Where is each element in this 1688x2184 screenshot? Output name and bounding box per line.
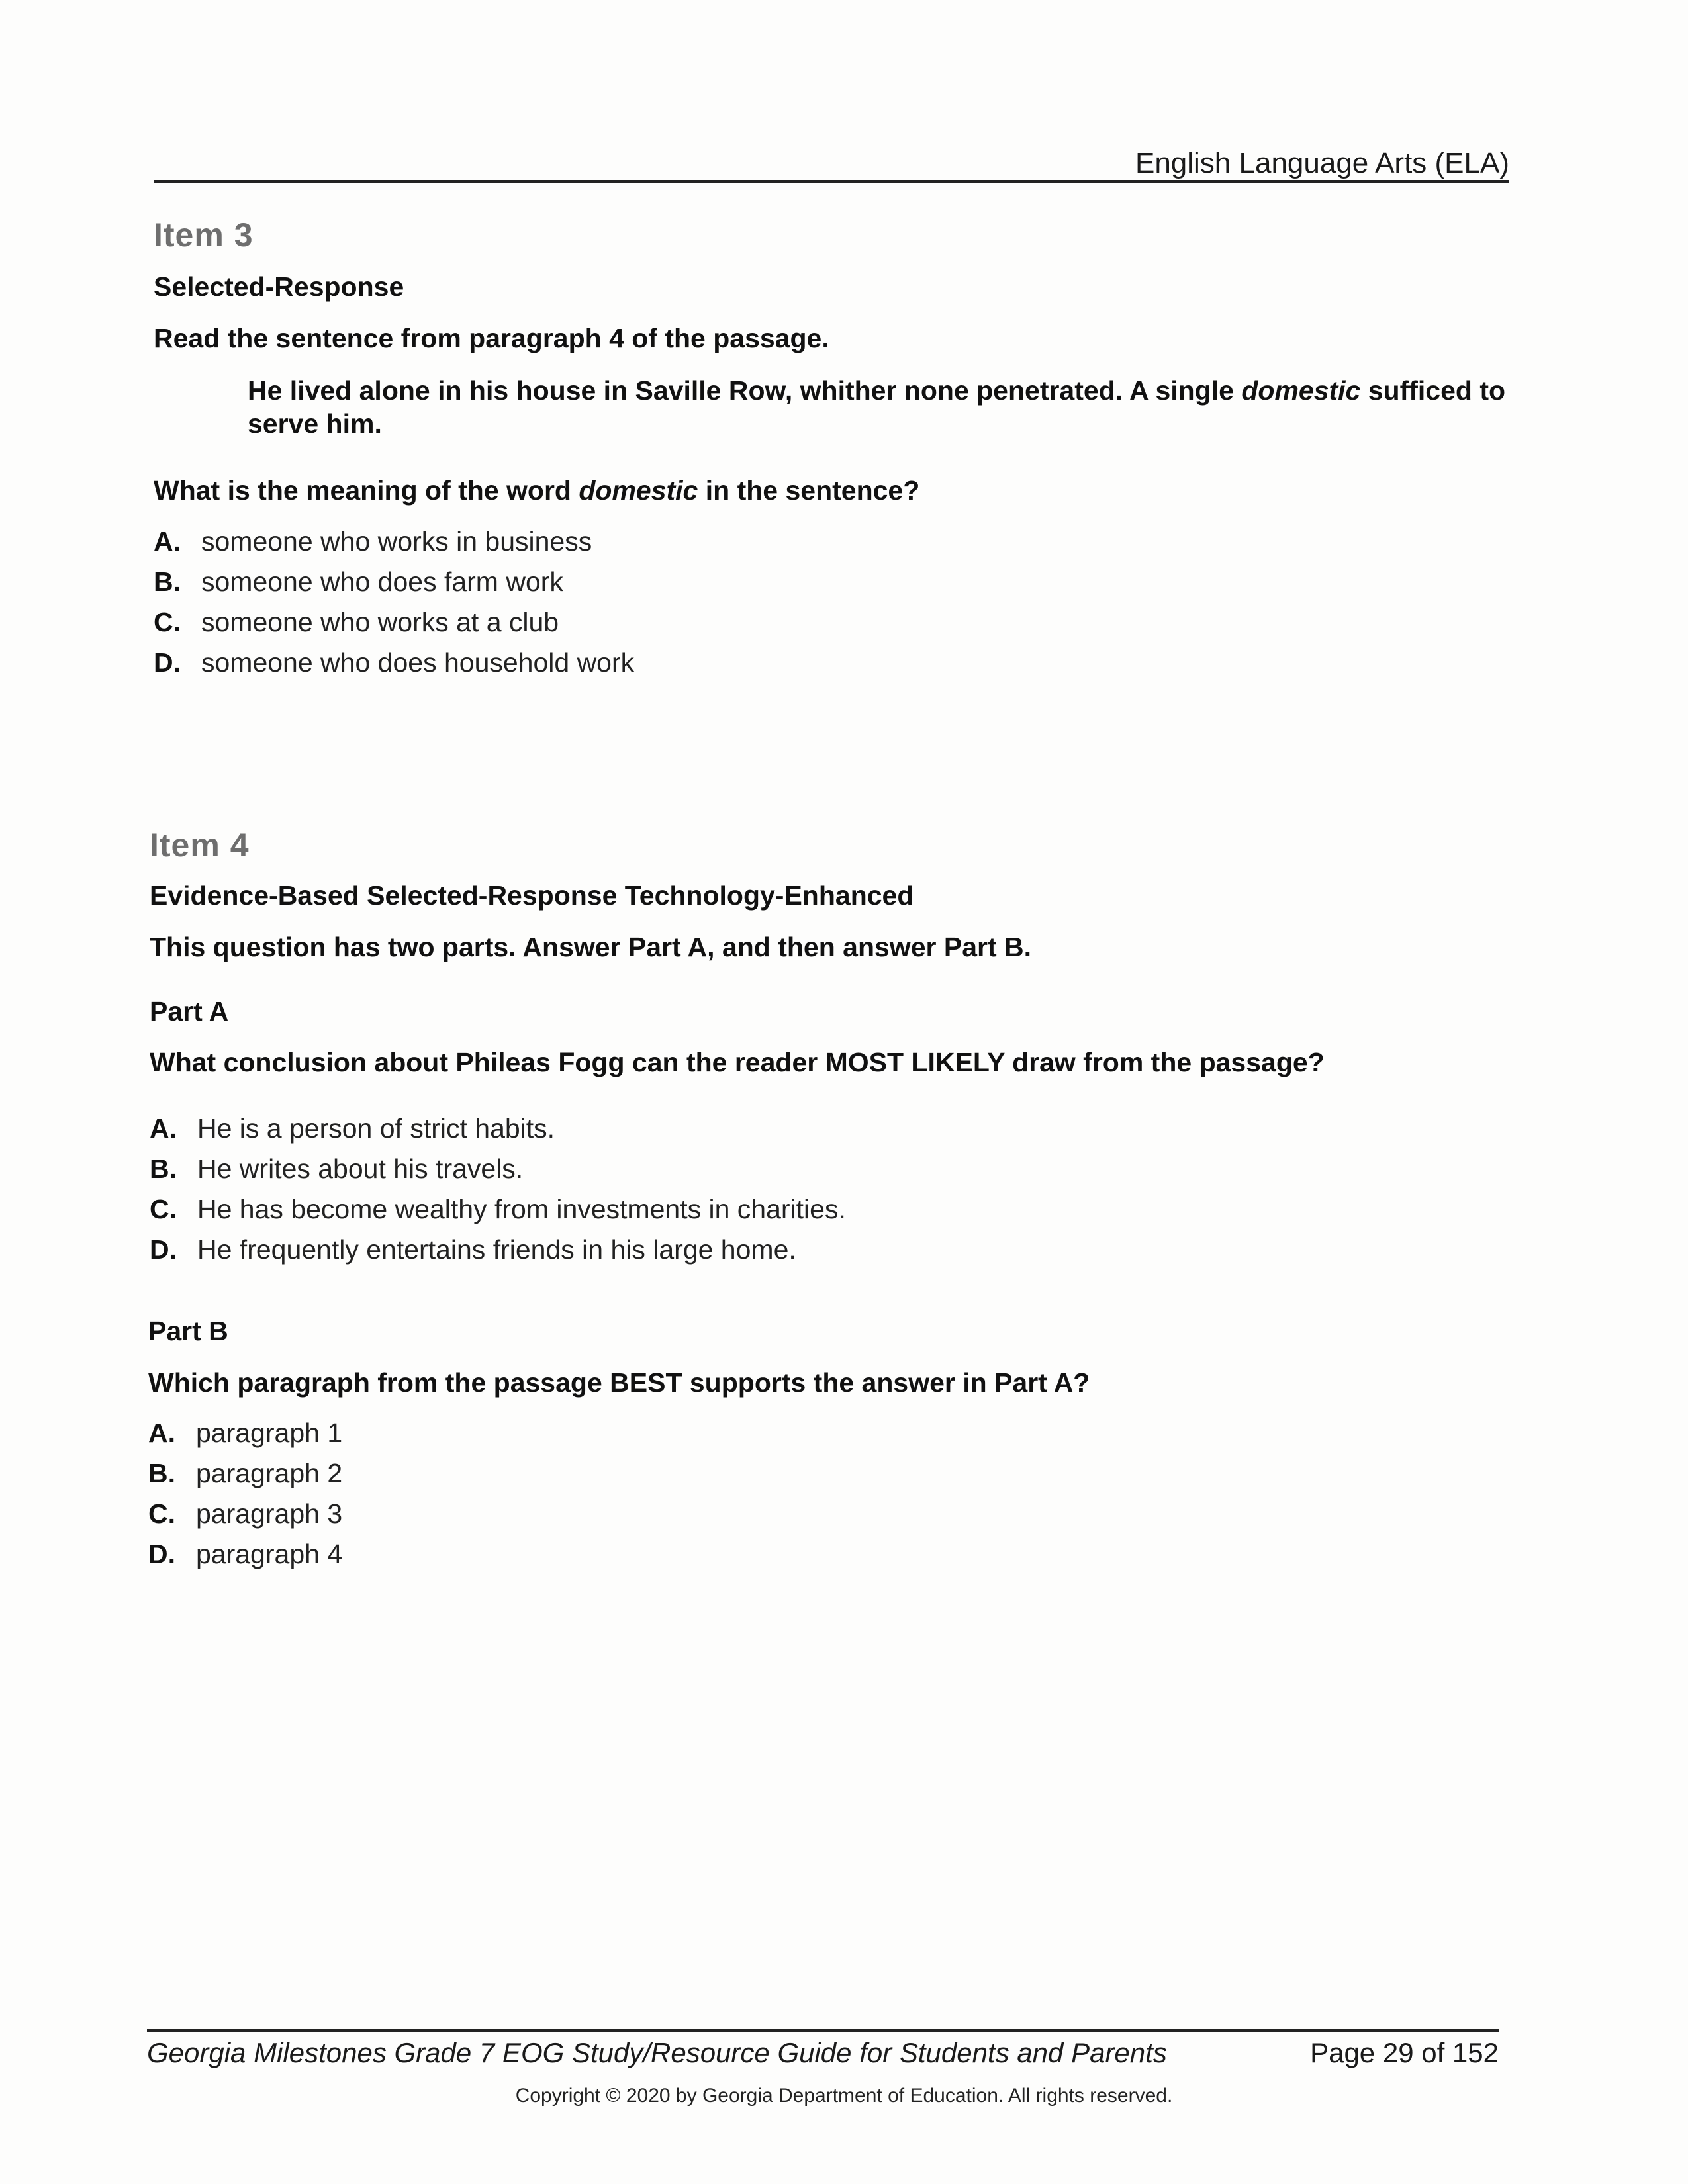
option-letter: D. — [154, 647, 181, 678]
option-letter: B. — [148, 1458, 175, 1488]
page-number: Page 29 of 152 — [1310, 2037, 1499, 2068]
option-text: paragraph 4 — [196, 1539, 343, 1569]
part-a-label: Part A — [150, 996, 229, 1026]
quote-emphasis: domestic — [1241, 375, 1361, 406]
item-4-title: Item 4 — [150, 827, 250, 864]
option-letter: C. — [150, 1194, 177, 1224]
footer-guide-title: Georgia Milestones Grade 7 EOG Study/Resource Guide for Students and Parents — [147, 2037, 1167, 2068]
item-3-instruction: Read the sentence from paragraph 4 of the passage. — [154, 323, 829, 353]
part-b-option-b[interactable] — [148, 1458, 342, 1489]
item-3-option-d[interactable] — [154, 647, 634, 678]
part-a-option-c[interactable] — [150, 1194, 846, 1225]
part-b-option-c[interactable] — [148, 1498, 342, 1529]
header-divider — [154, 180, 1509, 183]
subject-header: English Language Arts (ELA) — [1135, 147, 1509, 179]
option-text: someone who works in business — [201, 526, 592, 557]
item-3-quote — [248, 374, 1525, 440]
footer-divider — [147, 2029, 1499, 2032]
option-letter: A. — [150, 1113, 177, 1144]
item-3-option-a[interactable] — [154, 526, 592, 557]
option-letter: B. — [154, 567, 181, 597]
option-letter: D. — [148, 1539, 175, 1569]
option-text: someone who works at a club — [201, 607, 559, 637]
quote-text-after: sufficed to serve him. — [248, 375, 1506, 439]
part-a-option-b[interactable] — [150, 1154, 523, 1185]
option-text: He is a person of strict habits. — [197, 1113, 555, 1144]
option-text: He frequently entertains friends in his large home. — [197, 1234, 796, 1265]
part-a-question: What conclusion about Phileas Fogg can the reader MOST LIKELY draw from the passage? — [150, 1047, 1325, 1077]
option-text: He has become wealthy from investments in charities. — [197, 1194, 846, 1224]
option-text: someone who does farm work — [201, 567, 563, 597]
item-3-option-c[interactable] — [154, 607, 559, 638]
part-a-option-a[interactable] — [150, 1113, 555, 1144]
option-letter: A. — [154, 526, 181, 557]
option-letter: B. — [150, 1154, 177, 1184]
part-b-question: Which paragraph from the passage BEST supports the answer in Part A? — [148, 1367, 1090, 1398]
copyright-notice: Copyright © 2020 by Georgia Department of Education. All rights reserved. — [515, 2085, 1173, 2107]
option-text: He writes about his travels. — [197, 1154, 524, 1184]
option-text: paragraph 1 — [196, 1418, 343, 1448]
option-text: paragraph 2 — [196, 1458, 343, 1488]
question-text-before: What is the meaning of the word — [154, 475, 579, 506]
option-letter: A. — [148, 1418, 175, 1448]
question-emphasis: domestic — [579, 475, 698, 506]
option-text: paragraph 3 — [196, 1498, 343, 1529]
part-a-option-d[interactable] — [150, 1234, 796, 1265]
part-b-label: Part B — [148, 1316, 228, 1346]
quote-text-before: He lived alone in his house in Saville Row, whither none penetrated. A single — [248, 375, 1242, 406]
item-3-question — [154, 475, 919, 506]
item-3-type: Selected-Response — [154, 271, 404, 302]
question-text-after: in the sentence? — [698, 475, 920, 506]
option-letter: D. — [150, 1234, 177, 1265]
item-4-instruction: This question has two parts. Answer Part A, and then answer Part B. — [150, 932, 1031, 962]
option-text: someone who does household work — [201, 647, 635, 678]
item-4-type: Evidence-Based Selected-Response Technology-Enhanced — [150, 880, 914, 911]
option-letter: C. — [154, 607, 181, 637]
item-3-option-b[interactable] — [154, 567, 563, 598]
part-b-option-d[interactable] — [148, 1539, 342, 1570]
option-letter: C. — [148, 1498, 175, 1529]
part-b-option-a[interactable] — [148, 1418, 342, 1449]
item-3-title: Item 3 — [154, 216, 254, 253]
